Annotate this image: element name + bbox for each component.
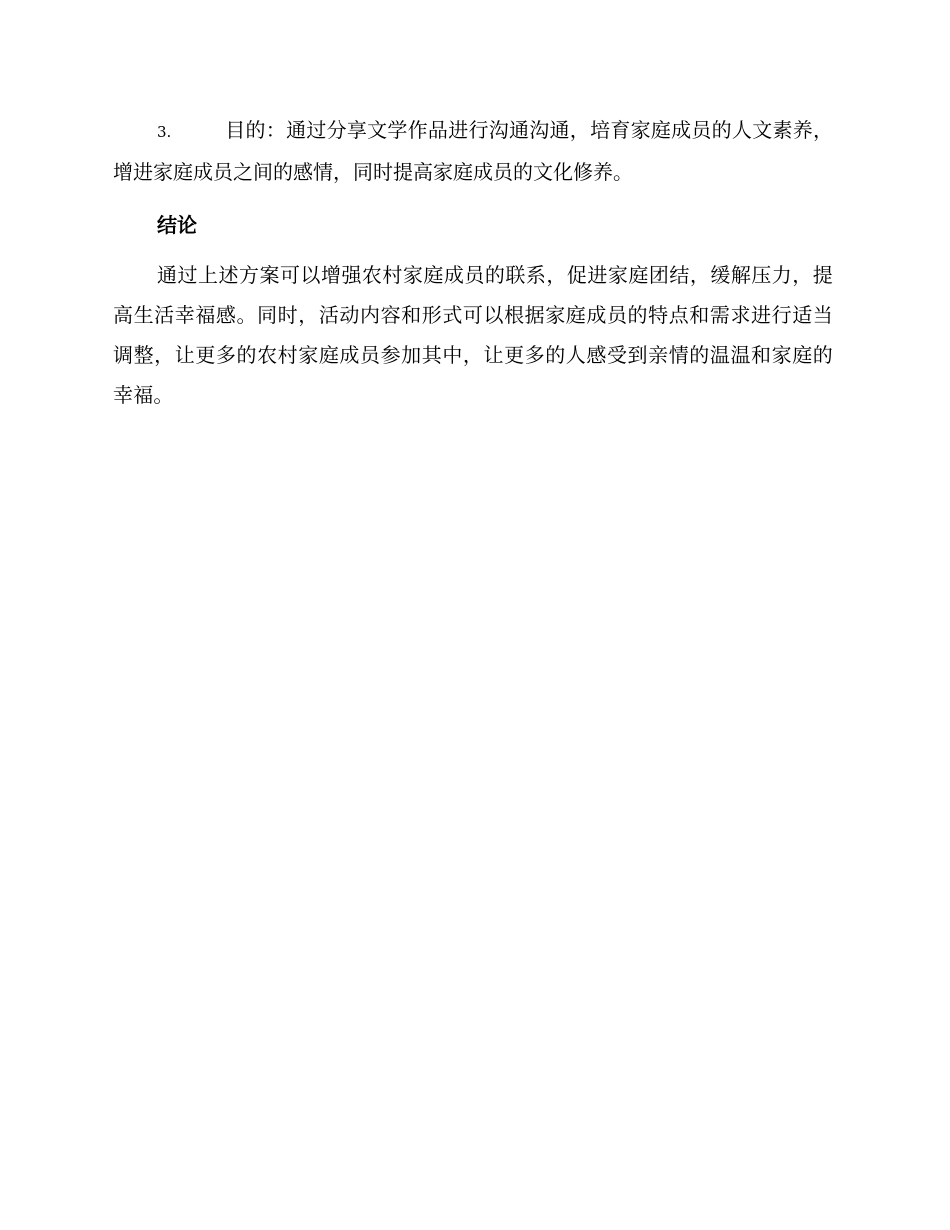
list-item-text: 目的：通过分享文学作品进行沟通沟通，培育家庭成员的人文素养，增进家庭成员之间的感情，同时提高家庭成员的文化修养。 bbox=[113, 118, 833, 184]
section-heading: 结论 bbox=[157, 213, 197, 237]
list-item-number: 3. bbox=[157, 123, 172, 141]
conclusion-paragraph: 通过上述方案可以增强农村家庭成员的联系，促进家庭团结，缓解压力，提高生活幸福感。同时，活动内容和形式可以根据家庭成员的特点和需求进行适当调整，让更多的农村家庭成员参加其中，让更多的人感受到亲情的温温和家庭的幸福。 bbox=[113, 263, 833, 407]
document-body bbox=[113, 110, 833, 415]
list-item bbox=[113, 110, 833, 192]
